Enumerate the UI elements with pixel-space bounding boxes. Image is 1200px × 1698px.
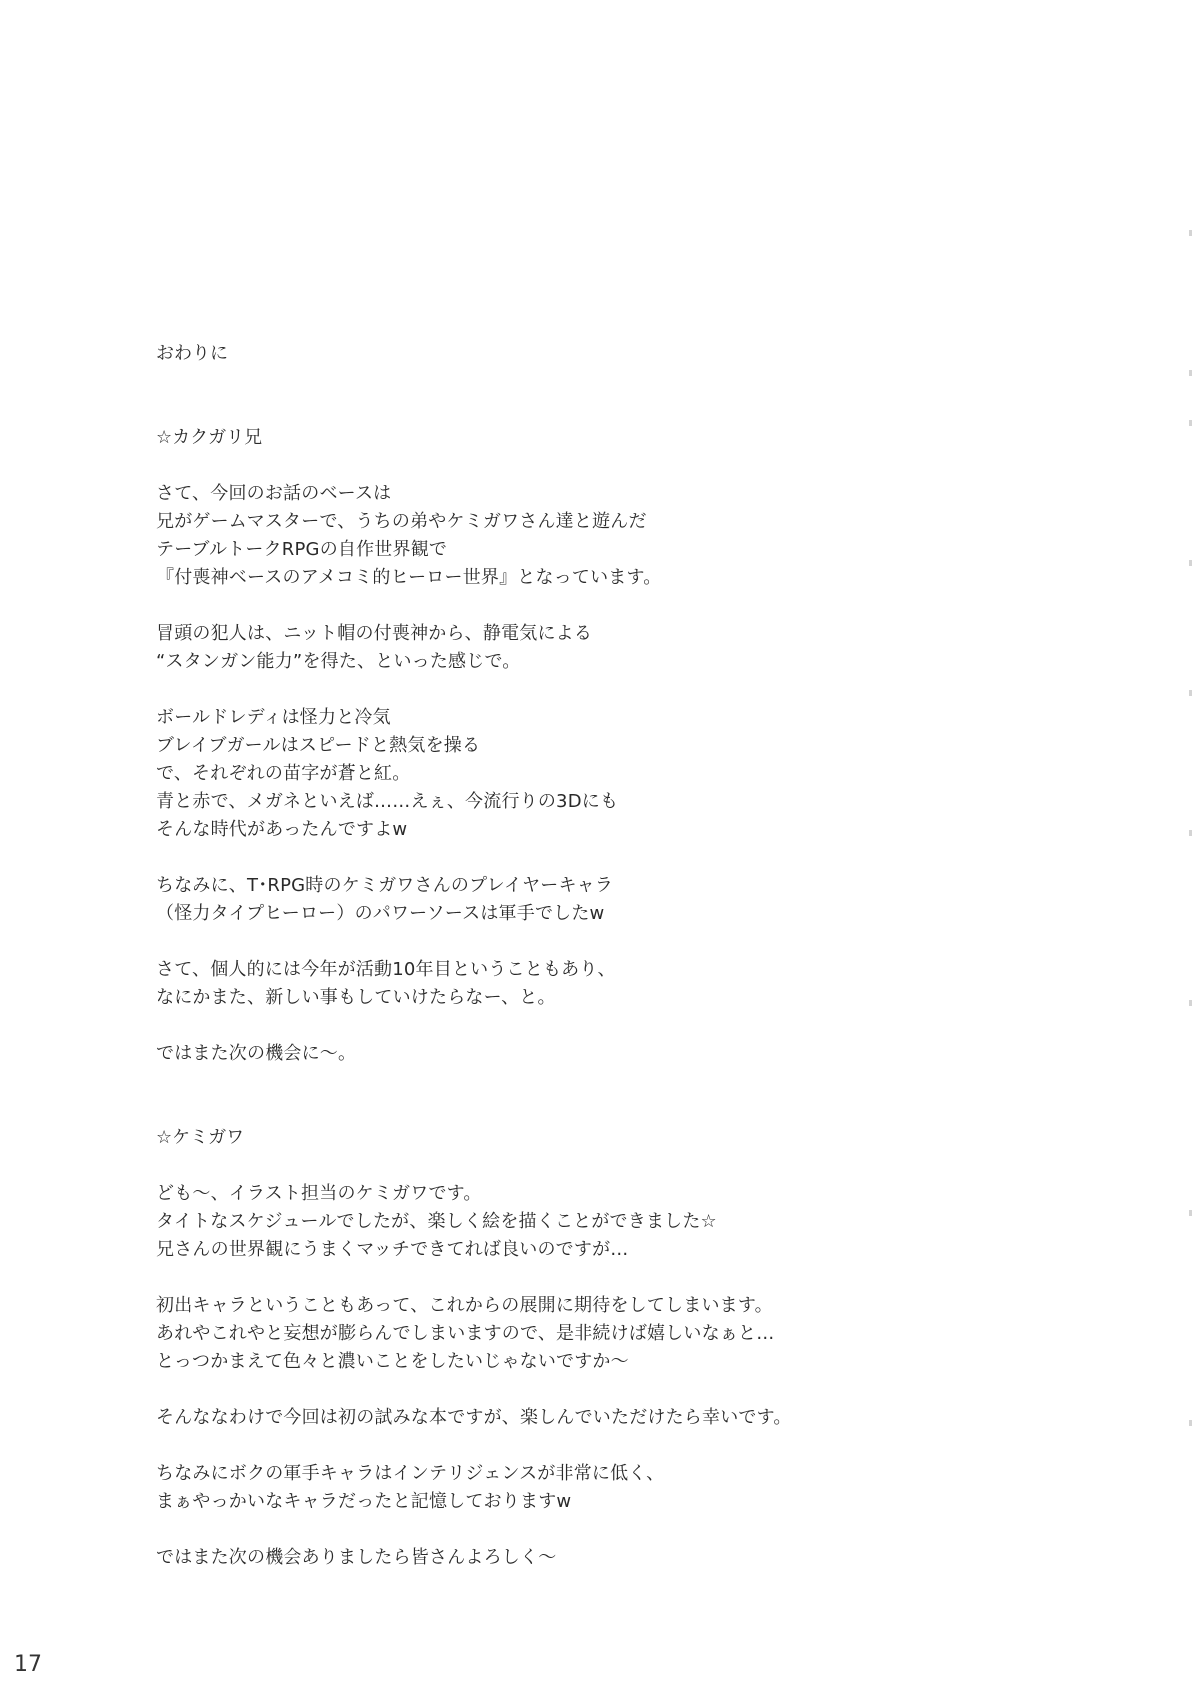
scan-edge-mark [1189,560,1192,566]
text-line: そんな時代があったんですよw [156,819,408,840]
text-line: ではまた次の機会ありましたら皆さんよろしく～ [156,1547,557,1568]
text-line: ではまた次の機会に～。 [156,1043,357,1064]
text-line: 青と赤で、メガネといえば……えぇ、今流行りの3Dにも [156,791,619,812]
paragraph [156,704,1116,844]
text-line: 初出キャラということもあって、これからの展開に期待をしてしまいます。 [156,1295,773,1316]
paragraph [156,872,1116,928]
text-line: タイトなスケジュールでしたが、楽しく絵を描くことができました☆ [156,1211,717,1232]
text-line: “スタンガン能力”を得た、といった感じで。 [156,651,521,672]
paragraph [156,1180,1116,1264]
text-line: ども～、イラスト担当のケミガワです。 [156,1183,482,1204]
text-line: まぁやっかいなキャラだったと記憶しておりますw [156,1491,572,1512]
section-heading-kemigawa: ☆ケミガワ [156,1127,245,1148]
page-number: 17 [14,1652,42,1677]
scan-edge-mark [1189,1420,1192,1426]
paragraph [156,1040,1116,1068]
text-line: さて、個人的には今年が活動10年目ということもあり、 [156,959,616,980]
scan-edge-mark [1189,830,1192,836]
scan-edge-mark [1189,1000,1192,1006]
paragraph [156,1460,1116,1516]
scan-edge-mark [1189,690,1192,696]
paragraph [156,1404,1116,1432]
scan-edge-mark [1189,230,1192,236]
text-line: なにかまた、新しい事もしていけたらなー、と。 [156,987,556,1008]
text-line: 兄さんの世界観にうまくマッチできてれば良いのですが… [156,1239,629,1260]
text-line: （怪力タイプヒーロー）のパワーソースは軍手でしたw [156,903,605,924]
paragraph [156,480,1116,592]
text-line: ちなみにボクの軍手キャラはインテリジェンスが非常に低く、 [156,1463,665,1484]
paragraph [156,620,1116,676]
text-line: 冒頭の犯人は、ニット帽の付喪神から、静電気による [156,623,593,644]
text-line: 『付喪神ベースのアメコミ的ヒーロー世界』となっています。 [156,567,662,588]
text-line: あれやこれやと妄想が膨らんでしまいますので、是非続けば嬉しいなぁと… [156,1323,775,1344]
text-line: さて、今回のお話のベースは [156,483,392,504]
page-title: おわりに [156,343,228,364]
scan-edge-mark [1189,420,1192,426]
text-line: とっつかまえて色々と濃いことをしたいじゃないですか～ [156,1351,629,1372]
scan-edge-mark [1189,1210,1192,1216]
text-line: そんななわけで今回は初の試みな本ですが、楽しんでいただけたら幸いです。 [156,1407,792,1428]
paragraph [156,1292,1116,1376]
text-line: で、それぞれの苗字が蒼と紅。 [156,763,411,784]
scan-edge-mark [1189,370,1192,376]
text-line: 兄がゲームマスターで、うちの弟やケミガワさん達と遊んだ [156,511,647,532]
paragraph [156,956,1116,1012]
text-line: ブレイブガールはスピードと熱気を操る [156,735,481,756]
text-line: テーブルトークRPGの自作世界観で [156,539,448,560]
afterword-text [156,340,1116,1572]
paragraph [156,1544,1116,1572]
text-line: ボールドレディは怪力と冷気 [156,707,391,728]
section-heading-kakugari: ☆カクガリ兄 [156,427,263,448]
text-line: ちなみに、T･RPG時のケミガワさんのプレイヤーキャラ [156,875,614,896]
